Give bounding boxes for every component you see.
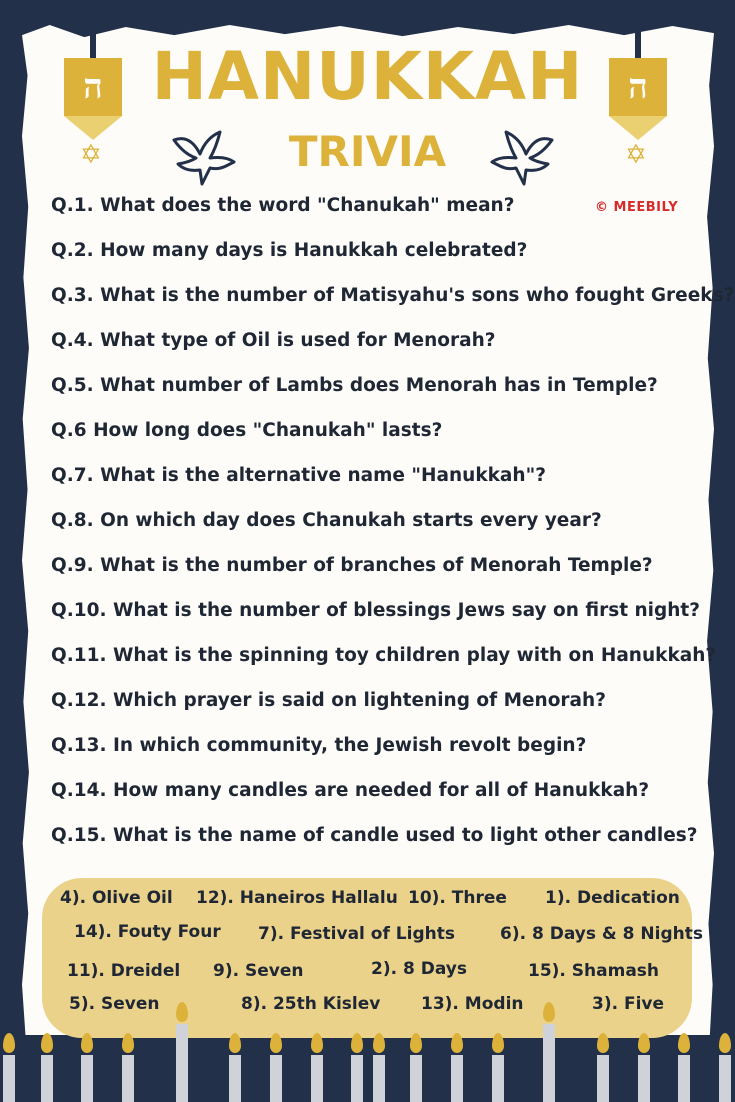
question-item: Q.10. What is the number of blessings Jews say on first night? [51,600,700,621]
flame-icon [3,1033,15,1053]
candle [351,1055,363,1102]
answer-item: 10). Three [408,888,507,908]
dove-icon [488,128,556,186]
answer-item: 14). Fouty Four [74,922,221,942]
answer-item: 3). Five [592,994,665,1014]
answer-item: 15). Shamash [528,961,660,981]
candle [81,1055,93,1102]
candle [638,1055,650,1102]
candle [270,1055,282,1102]
question-item: Q.3. What is the number of Matisyahu's sons who fought Greeks? [51,285,735,306]
answer-item: 1). Dedication [545,888,680,908]
candle [597,1055,609,1102]
candle [492,1055,504,1102]
question-item: Q.14. How many candles are needed for all of Hanukkah? [51,780,650,801]
candle [122,1055,134,1102]
candle [678,1055,690,1102]
answer-item: 6). 8 Days & 8 Nights [500,924,703,944]
candle [373,1055,385,1102]
question-item: Q.7. What is the alternative name "Hanukkah"? [51,465,546,486]
answer-item: 11). Dreidel [67,961,181,981]
answer-item: 12). Haneiros Hallalu [196,888,398,908]
candle [451,1055,463,1102]
question-item: Q.9. What is the number of branches of Menorah Temple? [51,555,653,576]
question-item: Q.12. Which prayer is said on lightening of Menorah? [51,690,606,711]
question-item: Q.1. What does the word "Chanukah" mean? [51,195,515,216]
answer-item: 5). Seven [69,994,160,1014]
candle [410,1055,422,1102]
answer-item: 2). 8 Days [371,959,467,979]
candle [41,1055,53,1102]
candle [311,1055,323,1102]
candle [719,1055,731,1102]
answer-item: 7). Festival of Lights [258,924,455,944]
page-subtitle: TRIVIA [288,127,447,176]
candle [3,1055,15,1102]
question-item: Q.11. What is the spinning toy children play with on Hanukkah? [51,645,717,666]
question-item: Q.13. In which community, the Jewish revolt begin? [51,735,587,756]
question-list [51,193,734,868]
star-of-david-icon: ✡ [80,140,102,170]
page-title: HANUKKAH [151,38,584,115]
answer-item: 8). 25th Kislev [241,994,381,1014]
dove-icon [170,128,238,186]
question-item: Q.15. What is the name of candle used to light other candles? [51,825,698,846]
flame-icon [678,1033,690,1053]
question-item: Q.8. On which day does Chanukah starts every year? [51,510,602,531]
question-item: Q.2. How many days is Hanukkah celebrated? [51,240,528,261]
dreidel-lantern-left: ה [64,58,122,116]
star-of-david-icon: ✡ [625,140,647,170]
flame-icon [719,1033,731,1053]
flame-icon [41,1033,53,1053]
answer-item: 9). Seven [213,961,304,981]
question-item: Q.4. What type of Oil is used for Menorah? [51,330,496,351]
question-item: Q.5. What number of Lambs does Menorah has in Temple? [51,375,658,396]
question-item: Q.6 How long does "Chanukah" lasts? [51,420,443,441]
copyright-label: © MEEBILY [595,200,679,215]
answer-item: 4). Olive Oil [60,888,173,908]
candle [229,1055,241,1102]
answer-item: 13). Modin [421,994,524,1014]
dreidel-lantern-right: ה [609,58,667,116]
